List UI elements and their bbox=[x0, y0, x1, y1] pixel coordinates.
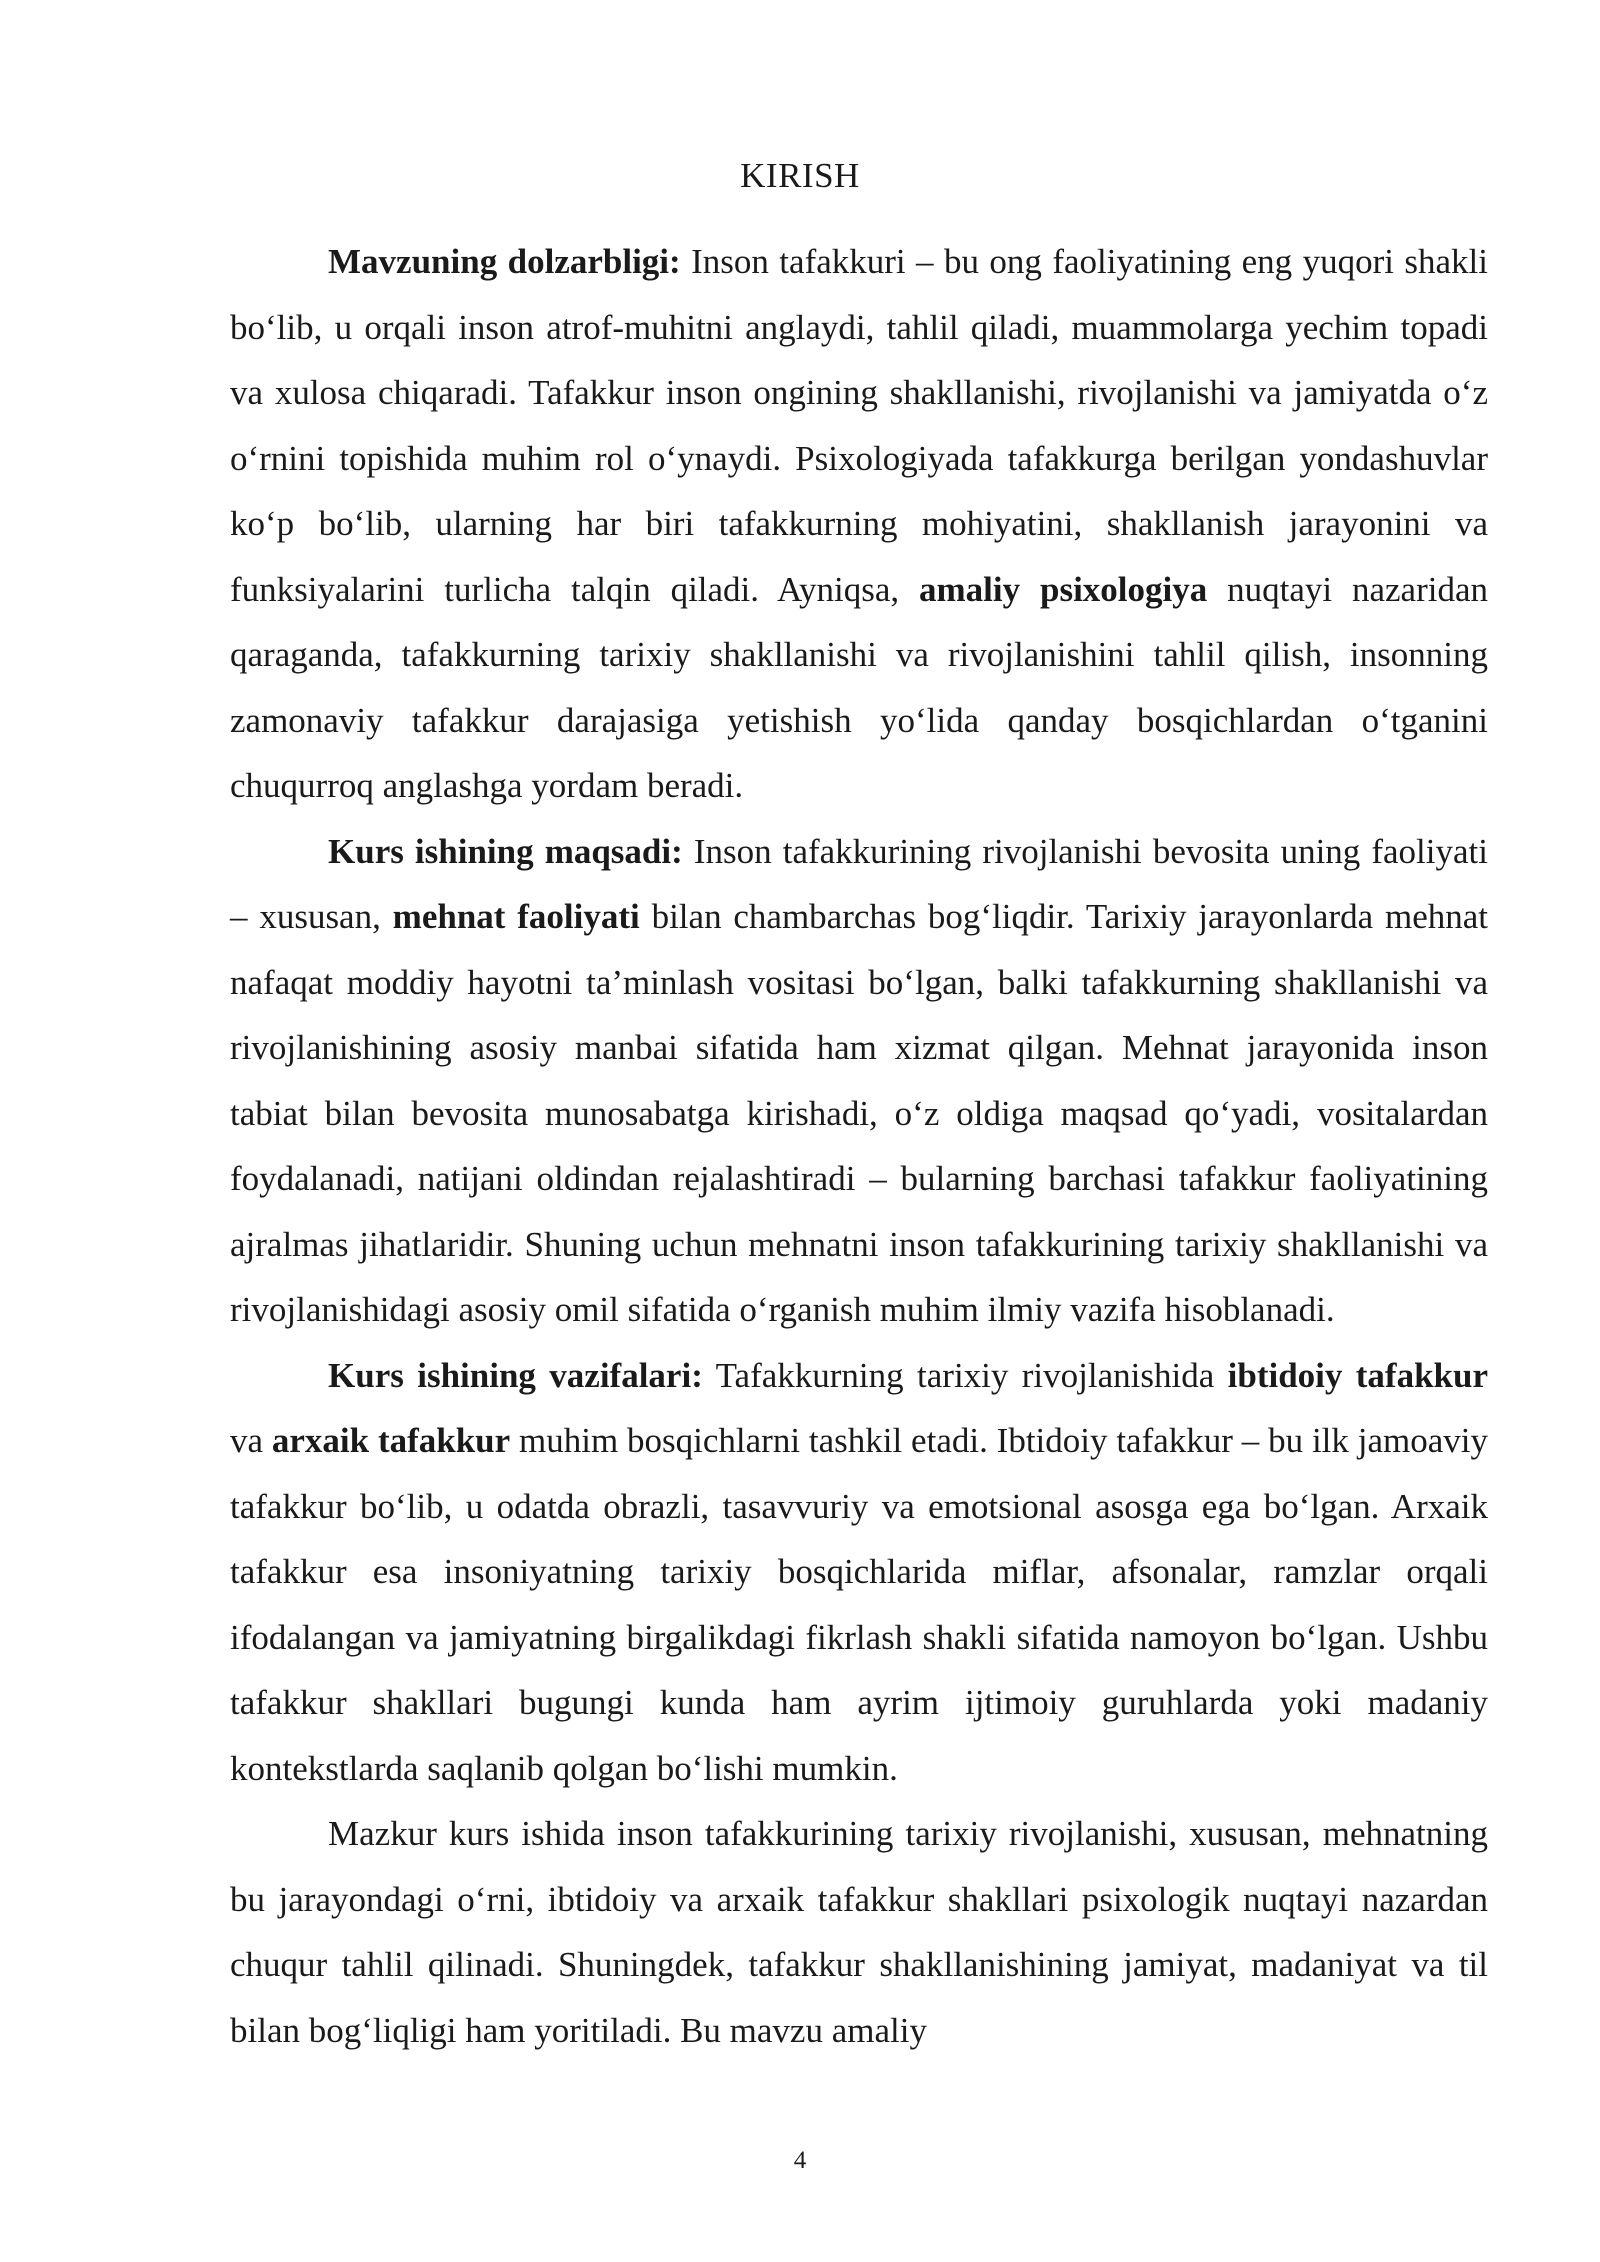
paragraph-label: Kurs ishining vazifalari: bbox=[328, 1355, 703, 1395]
paragraph-goal bbox=[230, 819, 1488, 1343]
paragraph-overview bbox=[230, 1801, 1488, 2063]
emphasis-term: amaliy psixologiya bbox=[919, 569, 1208, 609]
paragraph-text: Tafakkurning tarixiy rivojlanishida bbox=[702, 1355, 1228, 1395]
section-heading: KIRISH bbox=[740, 156, 860, 195]
paragraph-text: va bbox=[230, 1421, 272, 1460]
paragraph-label: Mavzuning dolzarbligi: bbox=[328, 242, 681, 281]
page-number: 4 bbox=[793, 2147, 807, 2174]
body-text bbox=[230, 229, 1488, 2063]
paragraph-label: Kurs ishining maqsadi: bbox=[328, 831, 683, 871]
emphasis-term: ibtidoiy tafakkur bbox=[1227, 1355, 1489, 1395]
paragraph-text: nuqtayi nazaridan qaraganda, tafakkurning tarixiy shakllanishi va rivojlanishini tahlil qilish, insonning zamonaviy tafakkur darajasiga yetishish yo‘lida qanday bosqichlardan o‘tganini chuqurroq anglashga yordam beradi. bbox=[230, 569, 1488, 805]
paragraph-text: Inson tafakkurining rivojlanishi bevosita uning faoliyati – xususan, bbox=[230, 831, 1488, 936]
emphasis-term: arxaik tafakkur bbox=[271, 1421, 511, 1460]
paragraph-text: bilan chambarchas bog‘liqdir. Tarixiy jarayonlarda mehnat nafaqat moddiy hayotni ta’minlash vositasi bo‘lgan, balki tafakkurning shakllanishi va rivojlanishining asosiy manbai sifatida ham xizmat qilgan. Mehnat jarayonida inson tabiat bilan bevosita munosabatga kirishadi, o‘z oldiga maqsad qo‘yadi, vositalardan foydalanadi, natijani oldindan rejalashtiradi – bularning barchasi tafakkur faoliyatining ajralmas jihatlaridir. Shuning uchun mehnatni inson tafakkurining tarixiy shakllanishi va rivojlanishidagi asosiy omil sifatida o‘rganish muhim ilmiy vazifa hisoblanadi. bbox=[230, 897, 1488, 1329]
paragraph-relevance bbox=[230, 229, 1488, 819]
paragraph-text: Mazkur kurs ishida inson tafakkurining tarixiy rivojlanishi, xususan, mehnatning bu jarayondagi o‘rni, ibtidoiy va arxaik tafakkur shakllari psixologik nuqtayi nazardan chuqur tahlil qilinadi. Shuningdek, tafakkur shakllanishining jamiyat, madaniyat va til bilan bog‘liqligi ham yoritiladi. Bu mavzu amaliy bbox=[230, 1814, 1488, 2050]
paragraph-tasks bbox=[230, 1343, 1488, 1802]
paragraph-text: muhim bosqichlarni tashkil etadi. Ibtidoiy tafakkur – bu ilk jamoaviy tafakkur bo‘lib, u odatda obrazli, tasavvuriy va emotsional asosga ega bo‘lgan. Arxaik tafakkur esa insoniyatning tarixiy bosqichlarida miflar, afsonalar, ramzlar orqali ifodalangan va jamiyatning birgalikdagi fikrlash shakli sifatida namoyon bo‘lgan. Ushbu tafakkur shakllari bugungi kunda ham ayrim ijtimoiy guruhlarda yoki madaniy kontekstlarda saqlanib qolgan bo‘lishi mumkin. bbox=[230, 1421, 1488, 1788]
paragraph-text: Inson tafakkuri – bu ong faoliyatining eng yuqori shakli bo‘lib, u orqali inson atrof-muhitni anglaydi, tahlil qiladi, muammolarga yechim topadi va xulosa chiqaradi. Tafakkur inson ongining shakllanishi, rivojlanishi va jamiyatda o‘z o‘rnini topishida muhim rol o‘ynaydi. Psixologiyada tafakkurga berilgan yondashuvlar ko‘p bo‘lib, ularning har biri tafakkurning mohiyatini, shakllanish jarayonini va funksiyalarini turlicha talqin qiladi. Ayniqsa, bbox=[230, 242, 1488, 609]
emphasis-term: mehnat faoliyati bbox=[392, 897, 640, 936]
